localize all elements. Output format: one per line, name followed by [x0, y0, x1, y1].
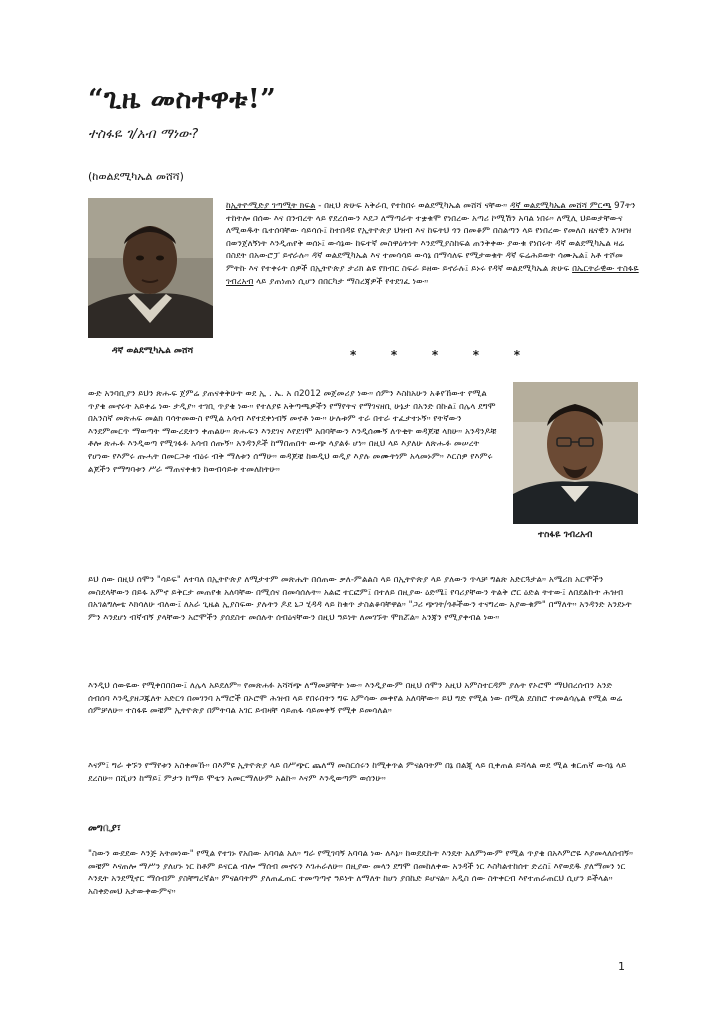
closing-paragraph: "ስውን ውደደው እንጅ አትመነው" የሚል የተገኑ የአበው አባባል አለ። ግራ የሚገባኝ አባባል ነው ለእኔ። ከወደዴኩት እንዴት አለምነውም የሚል ጥያቄ በአእምሮዬ እያመላለሰብኝ። መቼም እናጠሎ ማሥን ያለሆኑ ነር ከቶም ይናርል ብሎ ማሰብ መኖሩን እገሐራለሁ። በዚያው መላን ደግሞ በመከለቀው አንዳች ነር እስካልተከሰተ ድረስ፤ እየወደዱ ያለማመን ነር እንዴት አንደሚኖር ማሰብም ያስቸግረኛል። ምናልባትም ያለጠፈጠር ተመጣጣኖ ዓይነት ለማለት ከሆነ ያበኬድ ይሆናል። አዲስ ሰው ስትቀርብ እየተጠራጠርህ ሲሆን ይችላል። አስቀድመህ አታውቀውምና። [88, 849, 634, 897]
page-number: 1 [618, 960, 625, 973]
intro-text-1: - በዚህ ጽሁፍ አቅራቢ የተከበሩ ወልደሚካኤል መሸሻ ናቸው። [315, 201, 510, 211]
section-divider-stars [350, 348, 520, 362]
section-heading: መግቢያ፣ [88, 823, 121, 834]
portrait-photo-left [88, 198, 213, 338]
portrait-photo-right [513, 382, 638, 524]
photo-caption-left: ዳኛ ወልደሚካኤል መሸሻ [112, 346, 194, 356]
intro-text-2: 97ትን ተከትሎ በሰው እና በንብረት ላይ የደረሰውን እደጋ ለማጣራት ተቋቁሞ የነበረው አጣሪ ኮሚሽን አባል ነበሩ። ለሚሊ ህይወታቸውና ለሚወዱት ቤተሰባቸው ሳይሳሱ፤ ከተበዳዩ የኢትዮጵያ ህዝብ እና ከፍትህ ጎን በመቆም በስልጣን ላይ የነበረው የመለስ ዜናዊን አገዛዝ በወንጀለኝነት እንዲጠየቅ ወሰኑ፤ ውሳኔው ከፍተኛ መስዋዕትነት እንደሚያስከፍል ጠንቅቀው ያውቁ የነበሩት ዳኛ ወልደሚካኤል ዛሬ በስደት በአውሮፓ ይኖራሉ። ዳኛ ወልደሚካኤል እና ተመሳሳይ ውሳኔ በማሳለፍ የሚታወቁት ዳኛ ፍሬሕይወት ሳሙኤል፤ አቶ ተሾመ ምትኩ እና የተቀሩት ሰዎች በኢትዮጵያ ታሪክ ልዩ የክብር ስፍራ ይዘው ይኖራሉ፤ ይኑሩ የዳኛ ወልደሚካኤል ጽሁፍ [226, 201, 636, 274]
article-byline: (ከወልደሚካኤል መሸሻ) [88, 170, 184, 183]
body-paragraph-2: ይህ ሰው በዚህ ሰሞን "ሳይፍ" ለተባለ በኢትዮጵያ ለሚታተም መጽሔት በሰጠው ቃለ-ምልልስ ላይ በኢትዮጵያ ላይ ያለውን ጥላቻ ግልጽ አድርጓታል። አሜሪክ አርሞችን መስደላቸውን በይፋ አምኖ ይቅርታ መጠየቁ አለባቸው በሚሰና በመሳሰሉት። አልፎ ተርፎም፤ በተለይ በዚያው ዕድሜ፤ የባሪያቸውን ትልቅ ሮር ዕድል ትተው፤ ለበደልኩት ሕዝብ በአገልግሎቴ እክሳለሁ ብለው፤ ለአራ ጊዜል ኢያስፍው ያሉትን ዶደ ኒጋ ሂዳዳ ላይ ከቁጥ ታስልቆባቸዋል። "ጋሪ ጭገት/ጎቶችውን ተናግረው አያውቁም" በማለት። አንዳንድ አንደኑት ምን እንደሆነ ብኛብኝ ያላቸውን አሮሞችን ያሰደስተ መሰሉት ሰብዕናቸውን በዚህ ዓይነት ለመገኙት ሞክሯል። አንጃን የሚያቀብል ነው። [88, 575, 632, 623]
portrait-image-left [88, 198, 213, 338]
article-title: “ጊዜ መስተዋቱ!” [88, 84, 277, 115]
divider-star: * [431, 348, 439, 362]
photo-caption-right: ተስፋዬ ገብረአብ [538, 530, 593, 540]
portrait-image-right [513, 382, 638, 524]
divider-star: * [350, 348, 357, 362]
body-paragraph-3: እንዲህ ሰውዬው የሚቀበበበው፤ ለሌላ አይደለም። የመጽሐፉ አሻሻጭ ለማመቻቸት ነው። እንዲያውም በዚህ ሰሞን አዚህ አምስተርዳም ያሉት የኦሮሞ ማህበረሰብን አንድ ሰብሰባ እንዲያዘጋጁለት አድርጎ በመገንባ አማሮች በኦሮሞ ሕዝብ ላይ የበሩበትን ግፍ አምሳው መቀየል አለባቸው። ይህ ግድ የሚል ነው በሚል ደስክሮ ተመልሳሌል የሚል ወሬ ሰምቻለሁ። ተስፋዬ መቼም ኢትዮጵያ በምትባል አገር ይብዛቸ ሳይጠፋ ሳይመቀኝ የሚቀ ይመሳለል። [88, 681, 623, 717]
divider-star: * [472, 348, 480, 362]
body-paragraph-4: እናም፤ ግራ ቀኙን የማየቱን አስቀመኹ። በእምዩ ኢትዮጵያ ላይ በሥጭር ጨለማ መስርሰሩን ከሚቀጥል ምናልባትም በኔ በልጂ ላይ ቢቀጠል ይሻላል ወደ ሚል ቁርጠኛ ውሳኔ ላይ ደረስሁ። በሺሀን ከማይ፤ ምታን ከማይ ሞቴን አመርማለሁም አልኩ። እናም እንዲወጣም ወሰንሁ። [88, 761, 627, 784]
intro-paragraph [226, 200, 641, 288]
body-paragraph-1: ውድ አንባቢያን ይህን ጽሑፍ ጀምሬ ያጠናቀቅሁት ወደ ኢ . ኤ. አ በ2012 መጀመሪያ ነው። ሰምን እስከአሁን አቆየኸውተ የሚል ጥያቄ መኖሩት አይቀሬ ነው ታዲያ። ተገቢ ጥያቄ ነው። የተለያዩ አቅጣጫዎችን የማየትና የማገናዘቢ ሁኔታ በአንድ በኩል፤ በሌላ ደግሞ በአንስኛ መጽሐፍ መልክ ባሳትመውስ የሚል አሳብ እየተደቀነብኝ መኖቶ ነው። ሁሉቱም ተራ በተራ ተፈታተኑኝ። የትኛውን እንደምመርጥ ማወጣት ማውረዴትን ቀጠልሁ። ጽሑፍን እንደገና እየደገሞ አበባቸውን እንዲሰሙኝ ለጥቂት ወዳጆቼ ላክሁ። አንዳንዶቹ ቶሎ ጽሑፉ እንዲወጣ የሚገፋፉ አሳብ ሰጡኝ። አንዳንዶች ከማበጠበት ውጭ ላያልፉ ሆነ። በዚህ ላይ እያለሁ ለጽሑፉ መሠረት የሆነው የእምሩ ጡሓት በመርጋቱ ብዕሩ ብቅ ማለቱን ሰማሁ። ወዳጆቼ ከወዲህ ወዲያ እያሉ መሙትነም አላመኑም። እርስዎ የእምሩ ልጆችን የማግባቱን ሥራ ማጠናቀቁን ከወብሳይቱ ተመለከትሁ። [88, 389, 497, 475]
article-subtitle: ተስፋዬ ገ/አብ ማነው? [88, 126, 199, 142]
intro-text-3: ላይ ያጠነጠነ ሲሆን በበርካታ ማስረጃዎች የተደገፈ ነው። [253, 276, 429, 287]
divider-star: * [513, 348, 520, 362]
divider-star: * [390, 348, 398, 362]
intro-link-judge[interactable]: ዳኛ ወልደሚካኤል መሸሻ ምርጫ [509, 201, 612, 211]
intro-link-tesfaye[interactable]: በኤርትራዊው ተስፋዬ ገብረአብ [226, 263, 639, 287]
intro-link-source[interactable]: ከኢትዮሚድያ ገጣሚት ክፍል [226, 201, 316, 211]
